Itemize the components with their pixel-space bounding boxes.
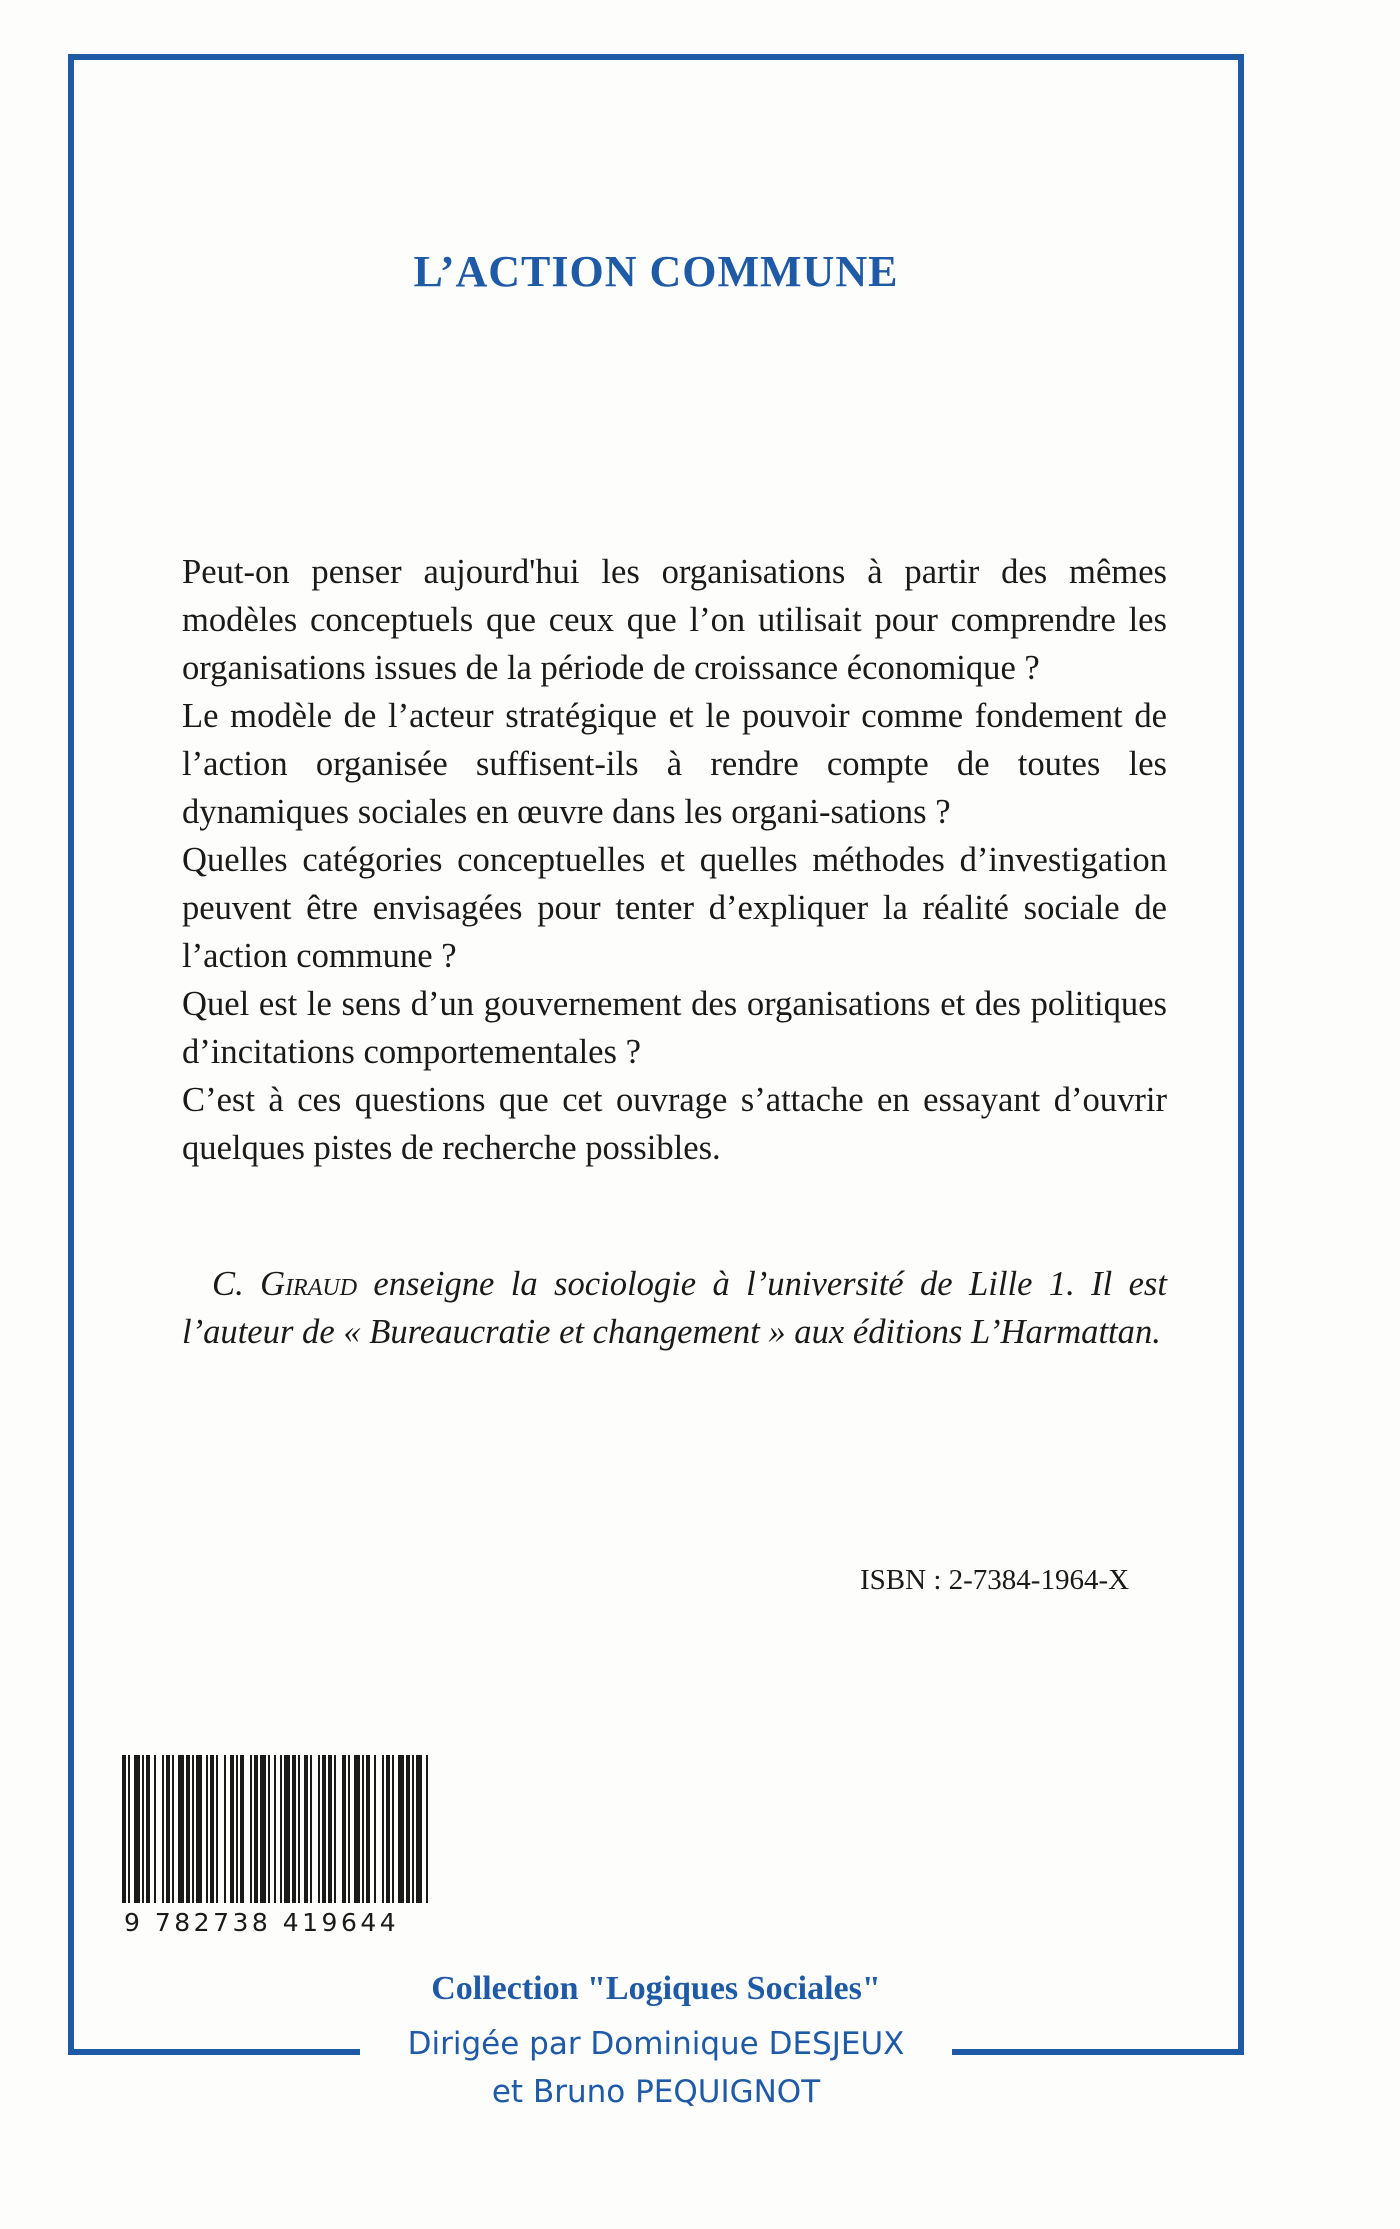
collection-name: Collection "Logiques Sociales" [431,1970,881,2007]
barcode-bar [386,1755,390,1903]
barcode-bar [172,1755,174,1903]
author-bio: enseigne la sociologie à l’université de Lille 1. Il est l’auteur de « Bureaucratie et changement » aux éditions L’Harmattan. [182,1265,1167,1351]
barcode-bar [178,1755,184,1903]
barcode-bar [354,1755,360,1903]
barcode-bar [292,1755,296,1903]
barcode-bar [192,1755,194,1903]
barcode-bar [342,1755,346,1903]
author-initial: C. [212,1265,244,1303]
barcode-bar [210,1755,214,1903]
blurb [182,548,1167,1172]
barcode-bar [374,1755,376,1903]
barcode-bar [398,1755,404,1903]
isbn: ISBN : 2-7384-1964-X [860,1564,1130,1596]
barcode-bar [328,1755,332,1903]
barcode-bar [154,1755,156,1903]
barcode-bar [274,1755,276,1903]
barcode-bar [318,1755,320,1903]
blurb-paragraph: Peut-on penser aujourd'hui les organisations à partir des mêmes modèles conceptuels que ceux que l’on utilisait pour comprendre les organisations issues de la période de croissance économique ? [182,553,1167,687]
barcode-bar [128,1755,130,1903]
blurb-paragraph: Quel est le sens d’un gouvernement des organisations et des politiques d’incitations comportementales ? [182,985,1167,1071]
barcode-bar [196,1755,202,1903]
collection-codirector: et Bruno PEQUIGNOT [491,2074,821,2110]
frame-right-border [1238,54,1244,2055]
barcode-bar [224,1755,226,1903]
barcode-bar [250,1755,252,1903]
barcode [122,1755,428,1903]
barcode-bar [280,1755,282,1903]
barcode-number: 9 782738 419644 [124,1908,400,1937]
barcode-bar [406,1755,410,1903]
blurb-paragraph: C’est à ces questions que cet ouvrage s’attache en essayant d’ouvrir quelques pistes de recherche possibles. [182,1081,1167,1167]
barcode-bar [322,1755,326,1903]
barcode-bar [162,1755,164,1903]
barcode-bar [304,1755,308,1903]
collection-director: Dirigée par Dominique DESJEUX [407,2026,905,2062]
barcode-bar [122,1755,126,1903]
barcode-bar [260,1755,266,1903]
barcode-bar [334,1755,336,1903]
barcode-bar [382,1755,384,1903]
blurb-paragraph: Quelles catégories conceptuelles et quelles méthodes d’investigation peuvent être envisagées pour tenter d’expliquer la réalité sociale de l’action commune ? [182,841,1167,975]
barcode-bar [426,1755,428,1903]
barcode-bar [142,1755,144,1903]
barcode-bar [298,1755,300,1903]
barcode-bar [392,1755,394,1903]
barcode-bar [416,1755,422,1903]
author-note [182,1260,1167,1356]
barcode-bar [230,1755,234,1903]
barcode-bar [240,1755,244,1903]
barcode-bar [348,1755,350,1903]
blurb-paragraph: Le modèle de l’acteur stratégique et le pouvoir comme fondement de l’action organisée suffisent-ils à rendre compte de toutes les dynamiques sociales en œuvre dans les organi-sations ? [182,697,1167,831]
frame-top-border [68,54,1244,60]
barcode-bar [186,1755,190,1903]
barcode-bar [268,1755,270,1903]
barcode-bar [310,1755,312,1903]
frame-left-border [68,54,74,2055]
author-surname: Giraud [260,1265,358,1303]
barcode-bar [412,1755,414,1903]
barcode-bar [146,1755,150,1903]
barcode-bar [206,1755,208,1903]
book-title: L’ACTION COMMUNE [413,247,899,296]
barcode-bar [166,1755,170,1903]
barcode-bar [236,1755,238,1903]
barcode-bar [254,1755,258,1903]
barcode-bar [134,1755,140,1903]
barcode-bar [216,1755,218,1903]
barcode-bar [284,1755,290,1903]
barcode-bar [362,1755,364,1903]
barcode-bar [366,1755,370,1903]
